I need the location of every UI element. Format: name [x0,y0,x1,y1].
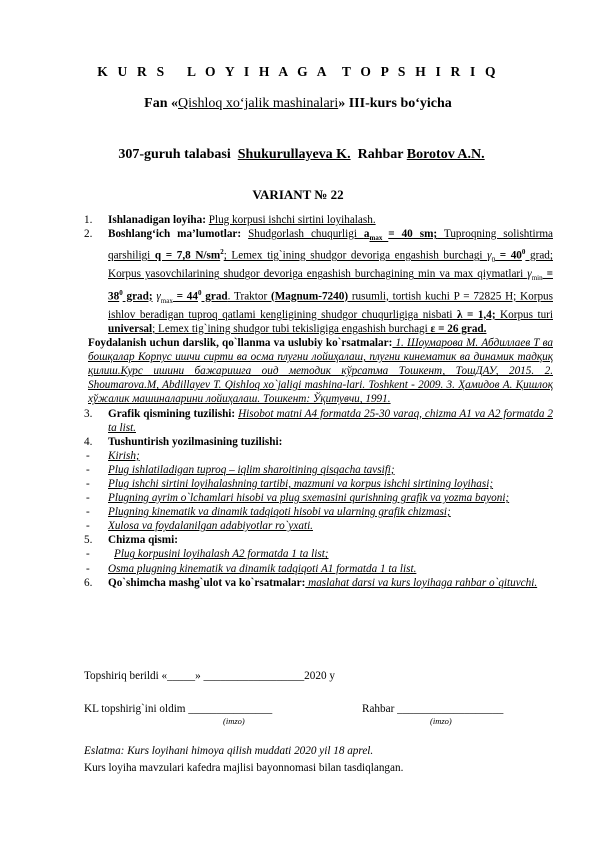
student-name: Shukurullayeva K. [237,147,351,162]
defense-deadline-note: Eslatma: Kurs loyihani himoya qilish muddati 2020 yil 18 aprel. [84,745,374,757]
course-name: Qishloq xo‘jalik mashinalari [178,96,339,111]
list-item: 5. Chizma qismi: [84,534,178,547]
course-line [0,96,596,112]
list-item: - Plugning kinematik va dinamik tadqiqoti hisobi va ularning grafik chizmasi; [86,506,451,519]
adviser-label: Rahbar [350,147,407,162]
list-item: - Xulosa va foydalanilgan adabiyotlar ro`yxati. [86,520,313,533]
adviser-name: Borotov A.N. [406,147,485,162]
literature-block: Foydalanish uchun darslik, qo`llanma va uslubiy ko`rsatmalar: 1. Шоумарова М. Абдиллаев Т ва бошқалар Корпус ишчи сирти ва осма плугни лойиҳалаш, плугни кинематик ва динамик тадқиқ қилиш.Курс ишини бажаришга оид методик кўрсатма Тошкент, ТошДАУ, 2015. 2. Shoumarova.M, Abdillayev T. Qishloq xo`jaligi mashina-lari. Toshkent - 2009. 3. Ҳамидов А. Қишлоқ хўжалик машиналарини лойиҳалаш. Тошкент: Ўқитувчи, 1991. [88,337,553,406]
list-item: 4. Tushuntirish yozilmasining tuzilishi: [84,435,283,448]
signature-caption-2: (imzo) [430,716,452,726]
list-item: 6. Qo`shimcha mashg`ulot va ko`rsatmalar: maslahat darsi va kurs loyihaga rahbar o`qituvchi. [84,576,538,589]
list-item: - Plugning ayrim o`lchamlari hisobi va plug sxemasini qurishning grafik va yozma bayoni; [86,492,510,505]
assignment-date-line: Topshiriq berildi «_____» __________________2020 y [84,670,335,682]
approval-note: Kurs loyiha mavzulari kafedra majlisi bayonnomasi bilan tasdiqlangan. [84,762,404,774]
list-item: - Kirish; [86,449,140,462]
group-label: 307-guruh talabasi [118,147,238,162]
student-line [0,131,596,163]
course-suffix: » III-kurs bo‘yicha [338,96,452,111]
task-list [84,213,553,590]
document-title: K U R S L O Y I H A G A T O P S H I R I Q [97,64,499,79]
list-item: - Plug ishchi sirtini loyihalashning tartibi, mazmuni va korpus ishchi sirtining loyihasi; [86,478,494,490]
list-item: - Plug ishlatiladigan tuproq – iqlim sharoitining qisqacha tavsifi; [86,463,395,476]
list-item: - Osma plugning kinematik va dinamik tadqiqoti A1 formatda 1 ta list. [86,562,417,575]
course-prefix: Fan « [144,96,179,111]
student-signature-line: KL topshirig`ini oldim _______________ [84,703,273,715]
list-item: 2. Boshlang‘ich ma’lumotlar: Shudgorlash chuqurligi $a_{max} = 40$ sm; Tuproqning solishtirma qarshiligi q = 7,8 $N/sm^2$; Lemex tig`ining shudgor devoriga engashish burchagi $\gamma_0 = 40^0$ grad; Korpus yasovchilarining shudgor devoriga engashish burchagining min va max qiymatlari $\gamma_{min} = 38^0$ grad; $\gamma_{max} = 44^0$ grad. Traktor (Magnum-7240) rusumli, tortish kuchi P = 72825 H; Korpus ishlov beradigan tuproq qatlami kengligining shudgor chuqurligiga nisbati λ = 1,4; Korpus turi universal; Lemex tig`ining shudgor tubi tekisligiga engashish burchagi ε = 26 grad. [84,228,553,335]
list-item: - Plug korpusini loyihalash A2 formatda 1 ta list; [86,548,329,561]
signature-caption-1: (imzo) [223,716,245,726]
adviser-signature-line: Rahbar ___________________ [362,703,504,715]
list-item: 3. Grafik qismining tuzilishi: Hisobot matni A4 formatda 25-30 varaq, chizma A1 va A2 formatda 2 ta list. [84,407,553,434]
variant-heading: VARIANT № 22 [252,187,344,202]
list-item: 1. Ishlanadigan loyiha: Plug korpusi ishchi sirtini loyihalash. [84,214,376,226]
